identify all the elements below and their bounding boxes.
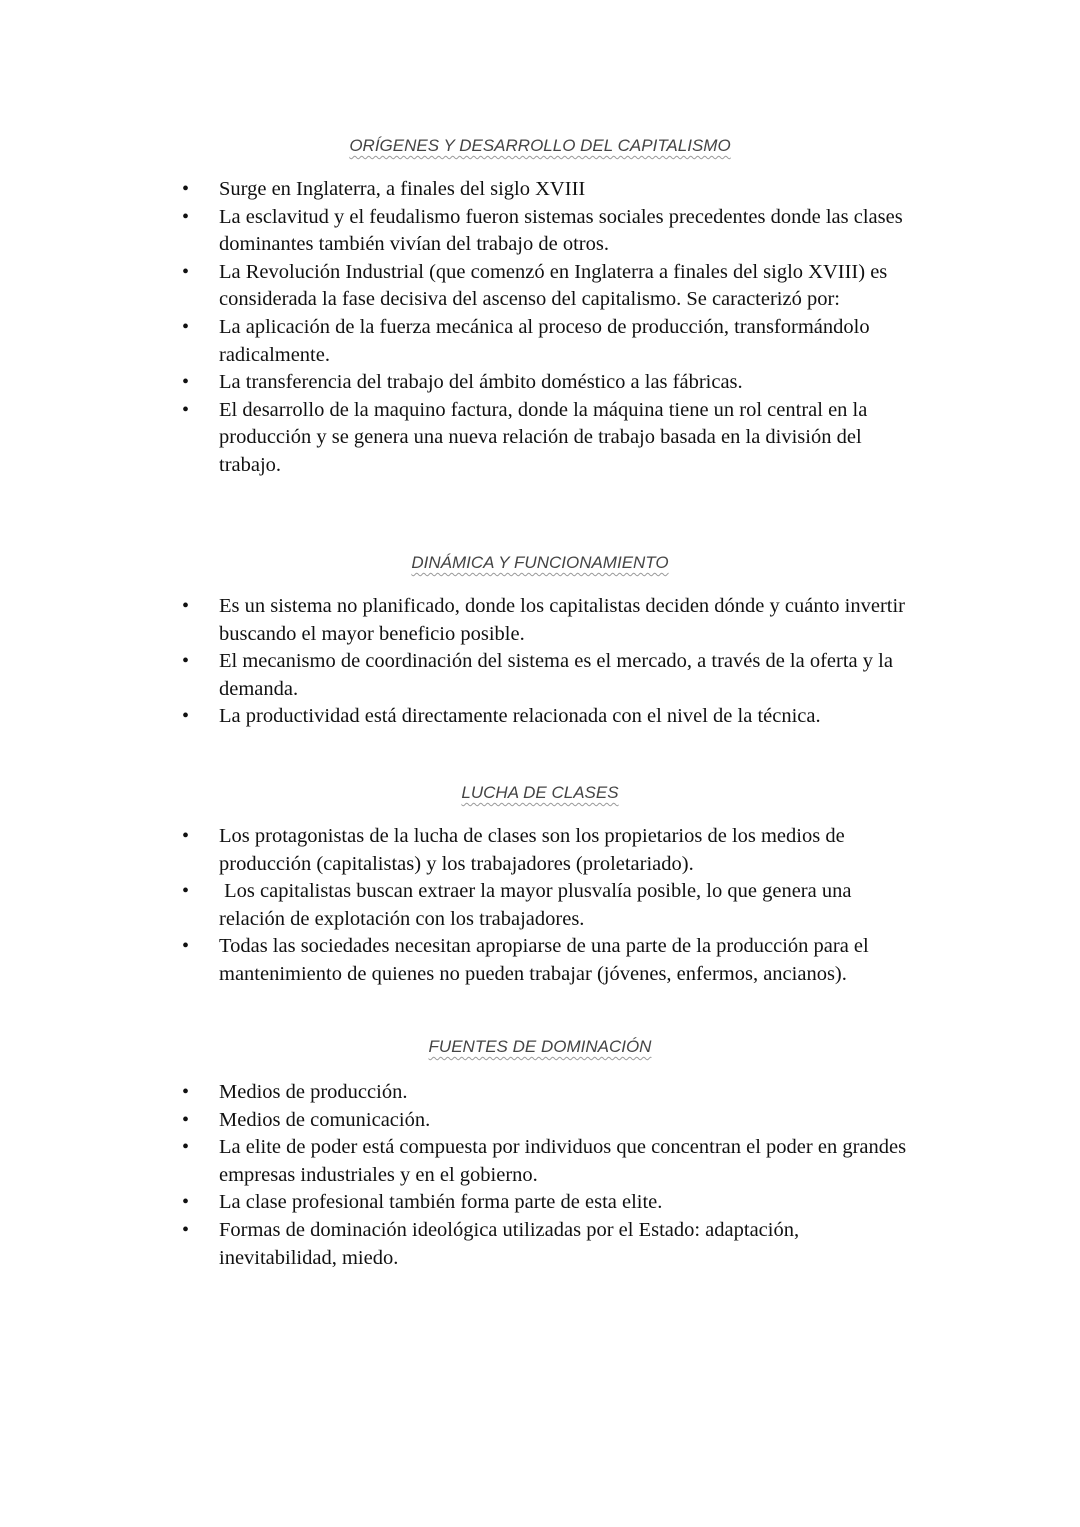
section-heading: FUENTES DE DOMINACIÓN [428,1037,652,1056]
bullet-icon: • [182,398,190,421]
list-item: • La elite de poder está compuesta por individuos que concentran el poder en grandes empresas industriales y en el gobierno. [182,1136,907,1186]
list-item: • El mecanismo de coordinación del sistema es el mercado, a través de la oferta y la demanda. [182,650,893,700]
bullet-icon: • [182,1136,190,1159]
bullet-icon: • [182,178,190,200]
bullet-icon: • [182,260,190,283]
section-lucha [0,781,1080,985]
bullet-icon: • [182,205,190,228]
bullet-icon: • [182,1081,190,1103]
list-item: • La transferencia del trabajo del ámbito doméstico a las fábricas. [182,369,917,397]
bullet-icon: • [182,880,190,903]
list-item: • Surge en Inglaterra, a finales del siglo XVIII [182,176,917,204]
list-item: • La productividad está directamente relacionada con el nivel de la técnica. [182,703,917,731]
list-item: • La Revolución Industrial (que comenzó en Inglaterra a finales del siglo XVIII) es considerada la fase decisiva del ascenso del capitalismo. Se caracterizó por: [182,260,888,311]
list-item: • El desarrollo de la maquino factura, donde la máquina tiene un rol central en la producción y se genera una nueva relación de trabajo basada en la división del trabajo. [182,398,868,476]
section-heading: DINÁMICA Y FUNCIONAMIENTO [411,553,669,572]
section-heading: ORÍGENES Y DESARROLLO DEL CAPITALISMO [349,136,731,155]
bullet-list [182,593,917,731]
bullet-icon: • [182,650,190,673]
section-dinamica [0,551,1080,728]
bullet-list [182,1079,917,1272]
list-item: • Medios de producción. [182,1079,917,1107]
bullet-icon: • [182,705,190,728]
list-item: • La esclavitud y el feudalismo fueron sistemas sociales precedentes donde las clases dominantes también vivían del trabajo de otros. [182,205,903,256]
list-item: • La aplicación de la fuerza mecánica al proceso de producción, transformándolo radicalmente. [182,315,870,366]
bullet-icon: • [182,1218,190,1241]
bullet-icon: • [182,371,190,394]
bullet-list [182,823,917,989]
bullet-icon: • [182,1108,190,1131]
list-item: • Es un sistema no planificado, donde los capitalistas deciden dónde y cuánto invertir buscando el mayor beneficio posible. [182,595,905,645]
list-item: • Formas de dominación ideológica utilizadas por el Estado: adaptación, inevitabilidad, miedo. [182,1218,800,1269]
list-item: • Los protagonistas de la lucha de clases son los propietarios de los medios de producción (capitalistas) y los trabajadores (proletariado). [182,825,845,875]
section-origenes [0,134,1080,476]
bullet-icon: • [182,825,190,847]
list-item: • Los capitalistas buscan extraer la mayor plusvalía posible, lo que genera una relación de explotación con los trabajadores. [182,880,857,930]
section-heading: LUCHA DE CLASES [461,783,619,802]
bullet-list [182,176,917,480]
bullet-icon: • [182,315,190,338]
bullet-icon: • [182,595,190,617]
bullet-icon: • [182,1191,190,1214]
list-item: • La clase profesional también forma parte de esta elite. [182,1189,917,1217]
list-item: • Medios de comunicación. [182,1107,917,1135]
section-fuentes [0,1035,1080,1269]
bullet-icon: • [182,935,190,958]
list-item: • Todas las sociedades necesitan apropiarse de una parte de la producción para el mantenimiento de quienes no pueden trabajar (jóvenes, enfermos, ancianos). [182,935,869,985]
